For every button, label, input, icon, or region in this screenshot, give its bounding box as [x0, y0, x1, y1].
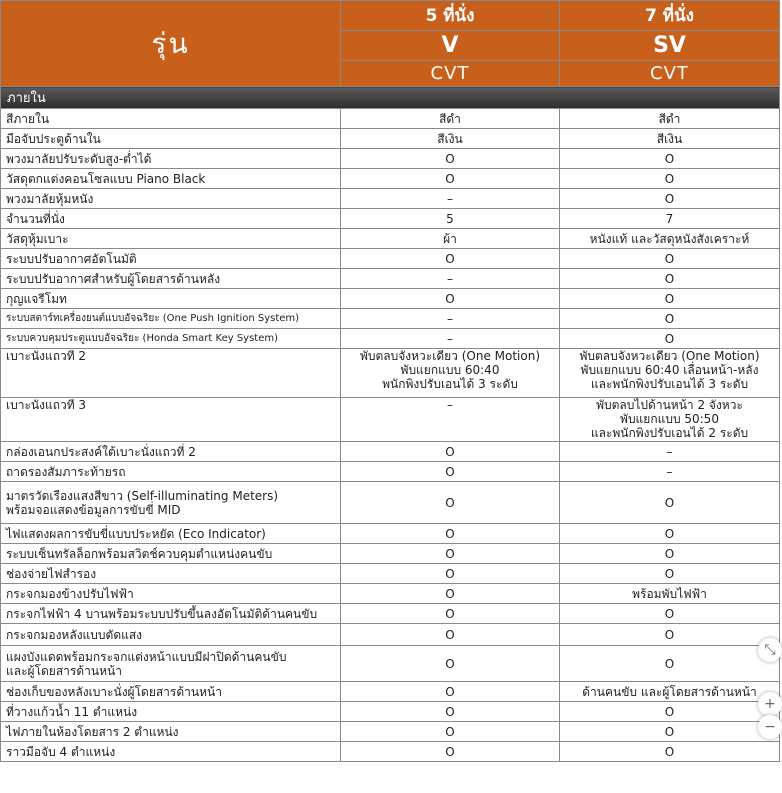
grade-v: V: [341, 31, 560, 61]
row-label: ไฟภายในห้องโดยสาร 2 ตำแหน่ง: [1, 722, 341, 742]
seats-sv: 7 ที่นั่ง: [560, 1, 780, 31]
table-row: [1, 462, 780, 482]
table-row: [1, 442, 780, 462]
row-label: ระบบปรับอากาศอัตโนมัติ: [1, 249, 341, 269]
table-row: [1, 229, 780, 249]
value-v: O: [341, 544, 560, 564]
value-v: พับตลบจังหวะเดียว (One Motion) พับแยกแบบ 60:40 พนักพิงปรับเอนได้ 3 ระดับ: [341, 349, 560, 398]
table-row: [1, 309, 780, 329]
value-sv: O: [560, 189, 780, 209]
value-v: –: [341, 189, 560, 209]
value-v: O: [341, 462, 560, 482]
value-sv: O: [560, 269, 780, 289]
table-row: [1, 398, 780, 442]
value-v: –: [341, 329, 560, 349]
value-v: O: [341, 249, 560, 269]
value-sv: พร้อมพับไฟฟ้า: [560, 584, 780, 604]
table-row: [1, 149, 780, 169]
value-sv: O: [560, 702, 780, 722]
table-row: [1, 129, 780, 149]
value-sv: O: [560, 289, 780, 309]
fit-icon: ⤡: [764, 642, 776, 658]
plus-icon: +: [764, 696, 776, 712]
value-v: O: [341, 584, 560, 604]
table-row: [1, 722, 780, 742]
value-v: O: [341, 442, 560, 462]
grade-sv: SV: [560, 31, 780, 61]
table-row: [1, 329, 780, 349]
row-label: กุญแจรีโมท: [1, 289, 341, 309]
table-row: [1, 169, 780, 189]
table-row: [1, 209, 780, 229]
row-label: ช่องจ่ายไฟสำรอง: [1, 564, 341, 584]
table-row: [1, 269, 780, 289]
row-label: กระจกมองหลังแบบตัดแสง: [1, 624, 341, 646]
value-sv: สีดำ: [560, 109, 780, 129]
value-v: สีเงิน: [341, 129, 560, 149]
header-row-seats: [1, 1, 780, 31]
row-label: ที่วางแก้วน้ำ 11 ตำแหน่ง: [1, 702, 341, 722]
table-row: [1, 682, 780, 702]
value-sv: พับตลบจังหวะเดียว (One Motion) พับแยกแบบ 60:40 เลื่อนหน้า-หลัง และพนักพิงปรับเอนได้ 3 ระดับ: [560, 349, 780, 398]
value-sv: O: [560, 309, 780, 329]
value-sv: O: [560, 604, 780, 624]
value-sv: หนังแท้ และวัสดุหนังสังเคราะห์: [560, 229, 780, 249]
value-sv: O: [560, 524, 780, 544]
row-label: ไฟแสดงผลการขับขี่แบบประหยัด (Eco Indicator): [1, 524, 341, 544]
value-v: O: [341, 482, 560, 524]
row-label: เบาะนั่งแถวที่ 2: [1, 349, 341, 398]
value-sv: O: [560, 722, 780, 742]
table-row: [1, 742, 780, 762]
value-sv: O: [560, 329, 780, 349]
value-v: O: [341, 564, 560, 584]
fit-screen-button[interactable]: [758, 638, 782, 662]
value-sv: ด้านคนขับ และผู้โดยสารด้านหน้า: [560, 682, 780, 702]
value-sv: –: [560, 462, 780, 482]
value-sv: O: [560, 544, 780, 564]
row-label: ระบบควบคุมประตูแบบอัจฉริยะ (Honda Smart Key System): [1, 329, 341, 349]
table-row: [1, 349, 780, 398]
row-label: วัสดุหุ้มเบาะ: [1, 229, 341, 249]
minus-icon: −: [764, 719, 776, 735]
value-v: –: [341, 398, 560, 442]
value-sv: พับตลบไปด้านหน้า 2 จังหวะ พับแยกแบบ 50:50 และพนักพิงปรับเอนได้ 2 ระดับ: [560, 398, 780, 442]
value-v: –: [341, 309, 560, 329]
value-sv: O: [560, 564, 780, 584]
table-row: [1, 544, 780, 564]
table-row: [1, 584, 780, 604]
transmission-sv: CVT: [560, 61, 780, 87]
table-row: [1, 482, 780, 524]
value-v: O: [341, 524, 560, 544]
row-label: แผงบังแดดพร้อมกระจกแต่งหน้าแบบมีฝาปิดด้านคนขับ และผู้โดยสารด้านหน้า: [1, 646, 341, 682]
model-label: รุ่น: [1, 1, 341, 87]
value-v: O: [341, 604, 560, 624]
table-row: [1, 646, 780, 682]
value-v: O: [341, 289, 560, 309]
value-sv: O: [560, 742, 780, 762]
row-label: พวงมาลัยปรับระดับสูง-ต่ำได้: [1, 149, 341, 169]
row-label: มาตรวัดเรืองแสงสีขาว (Self-illuminating Meters) พร้อมจอแสดงข้อมูลการขับขี่ MID: [1, 482, 341, 524]
value-v: สีดำ: [341, 109, 560, 129]
row-label: พวงมาลัยหุ้มหนัง: [1, 189, 341, 209]
row-label: วัสดุตกแต่งคอนโซลแบบ Piano Black: [1, 169, 341, 189]
table-row: [1, 524, 780, 544]
transmission-v: CVT: [341, 61, 560, 87]
row-label: ราวมือจับ 4 ตำแหน่ง: [1, 742, 341, 762]
row-label: ระบบสตาร์ทเครื่องยนต์แบบอัจฉริยะ (One Push Ignition System): [1, 309, 341, 329]
value-v: O: [341, 149, 560, 169]
table-row: [1, 189, 780, 209]
value-sv: O: [560, 624, 780, 646]
value-v: O: [341, 624, 560, 646]
value-sv: 7: [560, 209, 780, 229]
zoom-out-button[interactable]: [758, 715, 782, 739]
value-sv: O: [560, 646, 780, 682]
value-sv: –: [560, 442, 780, 462]
row-label: สีภายใน: [1, 109, 341, 129]
value-sv: O: [560, 249, 780, 269]
row-label: กระจกมองข้างปรับไฟฟ้า: [1, 584, 341, 604]
row-label: ช่องเก็บของหลังเบาะนั่งผู้โดยสารด้านหน้า: [1, 682, 341, 702]
table-row: [1, 109, 780, 129]
value-v: O: [341, 169, 560, 189]
value-sv: O: [560, 169, 780, 189]
seats-v: 5 ที่นั่ง: [341, 1, 560, 31]
value-v: O: [341, 722, 560, 742]
table-row: [1, 564, 780, 584]
section-title: ภายใน: [1, 87, 780, 109]
row-label: จำนวนที่นั่ง: [1, 209, 341, 229]
table-row: [1, 624, 780, 646]
row-label: ระบบปรับอากาศสำหรับผู้โดยสารด้านหลัง: [1, 269, 341, 289]
row-label: ถาดรองสัมภาระท้ายรถ: [1, 462, 341, 482]
value-v: –: [341, 269, 560, 289]
value-v: O: [341, 646, 560, 682]
zoom-in-button[interactable]: [758, 692, 782, 716]
row-label: เบาะนั่งแถวที่ 3: [1, 398, 341, 442]
row-label: มือจับประตูด้านใน: [1, 129, 341, 149]
value-v: O: [341, 702, 560, 722]
value-v: O: [341, 682, 560, 702]
table-row: [1, 604, 780, 624]
value-v: O: [341, 742, 560, 762]
table-row: [1, 702, 780, 722]
table-row: [1, 249, 780, 269]
row-label: กล่องเอนกประสงค์ใต้เบาะนั่งแถวที่ 2: [1, 442, 341, 462]
row-label: กระจกไฟฟ้า 4 บานพร้อมระบบปรับขึ้นลงอัตโนมัติด้านคนขับ: [1, 604, 341, 624]
value-sv: สีเงิน: [560, 129, 780, 149]
table-row: [1, 289, 780, 309]
value-v: 5: [341, 209, 560, 229]
row-label: ระบบเซ็นทรัลล็อกพร้อมสวิตช์ควบคุมตำแหน่งคนขับ: [1, 544, 341, 564]
section-header-row: [1, 87, 780, 109]
value-v: ผ้า: [341, 229, 560, 249]
value-sv: O: [560, 482, 780, 524]
value-sv: O: [560, 149, 780, 169]
